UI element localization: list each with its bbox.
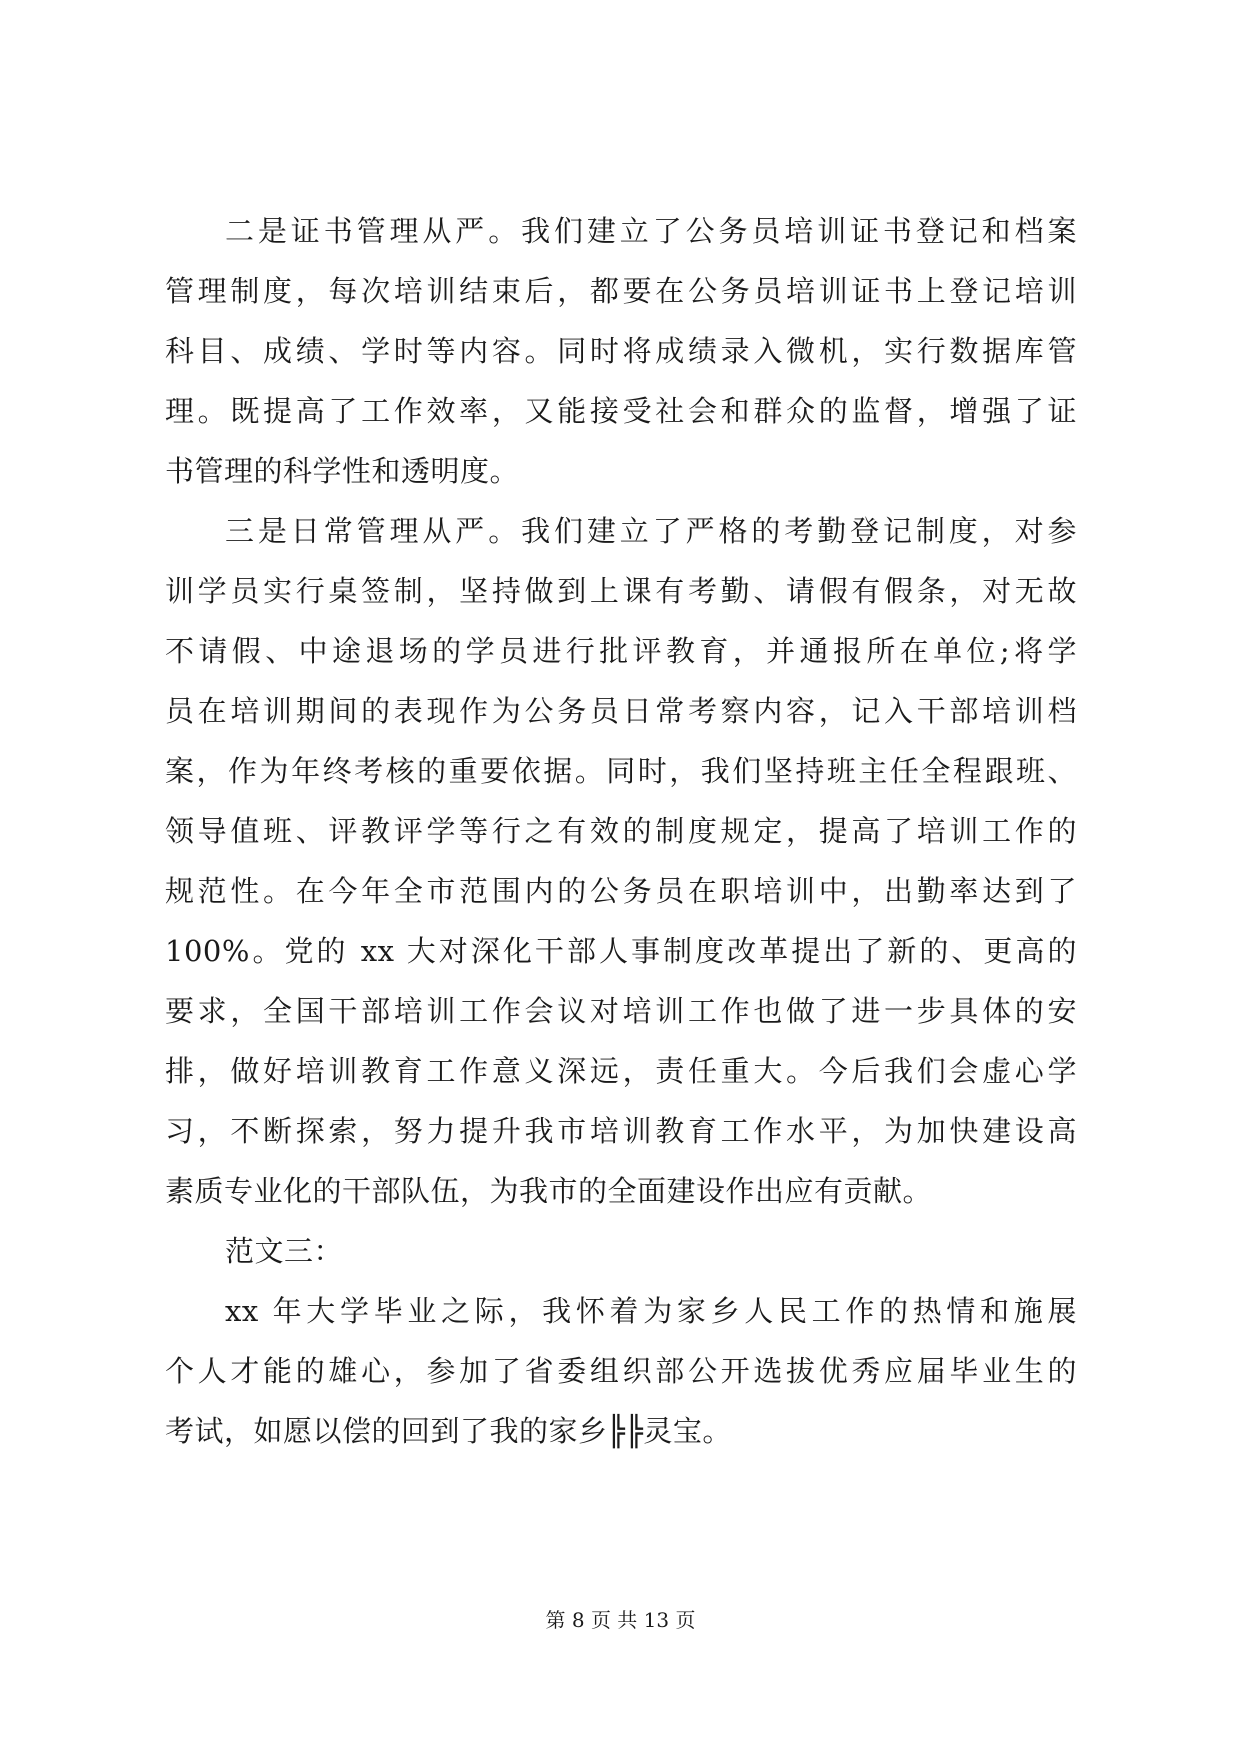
text-line: 100%。党的 xx 大对深化干部人事制度改革提出了新的、更高的 bbox=[165, 934, 1077, 968]
text-line: 领导值班、评教评学等行之有效的制度规定，提高了培训工作的 bbox=[165, 814, 1077, 848]
text-line: 习，不断探索，努力提升我市培训教育工作水平，为加快建设高 bbox=[165, 1114, 1077, 1148]
text-line: 个人才能的雄心，参加了省委组织部公开选拔优秀应届毕业生的 bbox=[165, 1354, 1077, 1388]
text-line: 科目、成绩、学时等内容。同时将成绩录入微机，实行数据库管 bbox=[165, 334, 1077, 368]
text-line: 规范性。在今年全市范围内的公务员在职培训中，出勤率达到了 bbox=[165, 874, 1077, 908]
text-line: 管理制度，每次培训结束后，都要在公务员培训证书上登记培训 bbox=[165, 274, 1077, 308]
section-heading: 范文三： bbox=[225, 1234, 344, 1268]
text-line: 书管理的科学性和透明度。 bbox=[165, 454, 520, 488]
text-line: 三是日常管理从严。我们建立了严格的考勤登记制度，对参 bbox=[225, 514, 1077, 548]
text-line: 二是证书管理从严。我们建立了公务员培训证书登记和档案 bbox=[225, 214, 1077, 248]
text-line: 训学员实行桌签制，坚持做到上课有考勤、请假有假条，对无故 bbox=[165, 574, 1077, 608]
text-line: 排，做好培训教育工作意义深远，责任重大。今后我们会虚心学 bbox=[165, 1054, 1077, 1088]
text-line: 员在培训期间的表现作为公务员日常考察内容，记入干部培训档 bbox=[165, 694, 1077, 728]
document-body bbox=[165, 201, 1077, 1461]
page-number-footer: 第 8 页 共 13 页 bbox=[545, 1608, 696, 1632]
text-line: 要求，全国干部培训工作会议对培训工作也做了进一步具体的安 bbox=[165, 994, 1077, 1028]
text-line: xx 年大学毕业之际，我怀着为家乡人民工作的热情和施展 bbox=[225, 1294, 1077, 1328]
text-line: 素质专业化的干部队伍，为我市的全面建设作出应有贡献。 bbox=[165, 1174, 933, 1208]
text-line: 案，作为年终考核的重要依据。同时，我们坚持班主任全程跟班、 bbox=[165, 754, 1077, 788]
text-line: 不请假、中途退场的学员进行批评教育，并通报所在单位;将学 bbox=[165, 634, 1077, 668]
text-line: 理。既提高了工作效率，又能接受社会和群众的监督，增强了证 bbox=[165, 394, 1077, 428]
text-line: 考试，如愿以偿的回到了我的家乡╠╠灵宝。 bbox=[165, 1414, 732, 1448]
